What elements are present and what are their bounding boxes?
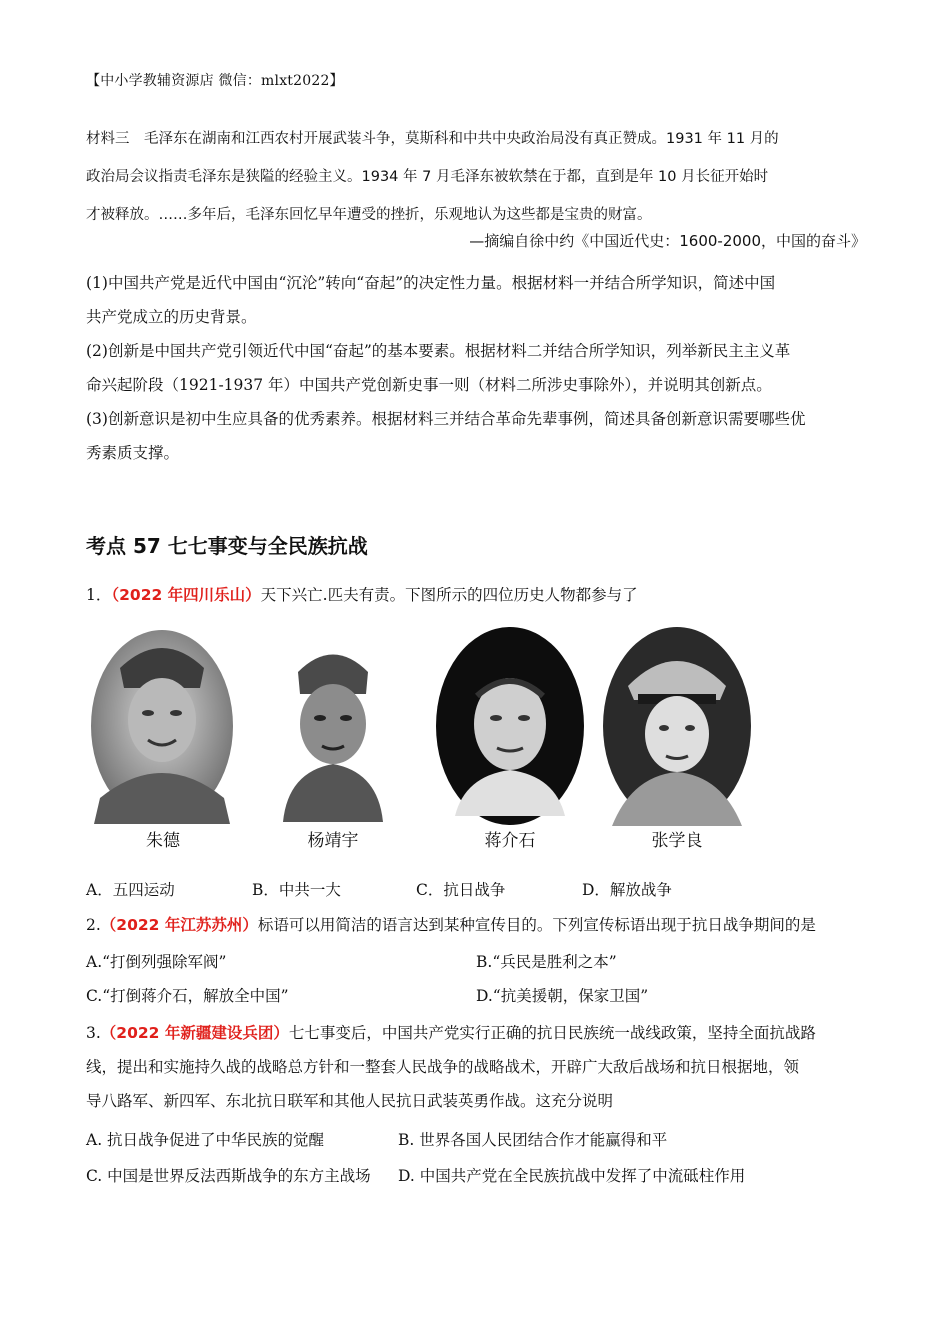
option-a[interactable]: A.“打倒列强除军阀” [86,953,227,971]
question-text: 七七事变后，中国共产党实行正确的抗日民族统一战线政策，坚持全面抗战路 [288,1024,816,1042]
option-d[interactable]: D. 中国共产党在全民族抗战中发挥了中流砥柱作用 [398,1167,746,1185]
material-line: 才被释放。……多年后，毛泽东回忆早年遭受的挫折，乐观地认为这些都是宝贵的财富。 [86,207,652,223]
question-source: （2022 年四川乐山） [111,586,261,604]
section-title: 考点 57 七七事变与全民族抗战 [86,534,368,558]
question-1-stem [86,580,866,610]
portrait-caption: 杨靖宇 [307,831,359,851]
sub-question-line: 共产党成立的历史背景。 [86,308,257,326]
option-c[interactable]: C. 中国是世界反法西斯战争的东方主战场 [86,1167,371,1185]
material-line: 政治局会议指责毛泽东是狭隘的经验主义。1934 年 7 月毛泽东被软禁在于都，直到是年 10 月长征开始时 [86,169,769,185]
question-line: 线，提出和实施持久战的战略总方针和一整套人民战争的战略战术，开辟广大敌后战场和抗日根据地，领 [86,1058,800,1076]
option-b[interactable]: B.“兵民是胜利之本” [476,953,617,971]
portrait-caption: 蒋介石 [484,831,536,851]
sub-questions [86,266,866,470]
material-three [86,120,866,234]
sub-question-line: 秀素质支撑。 [86,444,180,462]
sub-question-line: 命兴起阶段（1921-1937 年）中国共产党创新史事一则（材料二所涉史事除外），并说明其创新点。 [86,376,772,394]
material-citation: —摘编自徐中约《中国近代史：1600-2000，中国的奋斗》 [469,232,866,250]
question-3-stem [86,1016,866,1118]
portrait-caption: 张学良 [651,831,703,851]
question-line: 导八路军、新四军、东北抗日联军和其他人民抗日武装英勇作战。这充分说明 [86,1092,614,1110]
option-a[interactable]: A. 抗日战争促进了中华民族的觉醒 [86,1131,325,1149]
option-d[interactable]: D．解放战争 [582,881,672,899]
portrait-yang-jingyu-icon [268,632,398,822]
question-text: 标语可以用简洁的语言达到某种宣传目的。下列宣传标语出现于抗日战争期间的是 [257,916,816,934]
question-text: 天下兴亡.匹夫有责。下图所示的四位历史人物都参与了 [260,586,638,604]
option-c[interactable]: C.“打倒蒋介石，解放全中国” [86,987,289,1005]
question-source: （2022 年新疆建设兵团） [100,1024,289,1042]
portrait-jiang-jieshi-icon [435,626,585,826]
question-line [86,1016,866,1050]
sub-question-line: (2)创新是中国共产党引领近代中国“奋起”的基本要素。根据材料二并结合所学知识，列举新民主主义革 [86,342,791,360]
sub-question-line: (1)中国共产党是近代中国由“沉沦”转向“奋起”的决定性力量。根据材料一并结合所学知识，简述中国 [86,274,776,292]
option-c[interactable]: C．抗日战争 [416,881,506,899]
option-b[interactable]: B. 世界各国人民团结合作才能赢得和平 [398,1131,668,1149]
question-number: 2. [86,916,101,934]
portrait-caption: 朱德 [146,831,180,851]
material-line: 材料三 毛泽东在湖南和江西农村开展武装斗争，莫斯科和中共中央政治局没有真正赞成。1931 年 11 月的 [86,131,779,147]
option-d[interactable]: D.“抗美援朝，保家卫国” [476,987,649,1005]
sub-question-line: (3)创新意识是初中生应具备的优秀素养。根据材料三并结合革命先辈事例，简述具备创新意识需要哪些优 [86,410,806,428]
option-b[interactable]: B．中共一大 [252,881,341,899]
question-number: 1． [86,586,112,604]
portrait-zhang-xueliang-icon [602,626,752,826]
question-2-stem [86,910,866,940]
page-header: 【中小学教辅资源店 微信：mlxt2022】 [86,73,344,89]
question-number: 3. [86,1024,101,1042]
question-source: （2022 年江苏苏州） [100,916,258,934]
portrait-zhu-de-icon [90,628,235,824]
option-a[interactable]: A．五四运动 [86,881,175,899]
